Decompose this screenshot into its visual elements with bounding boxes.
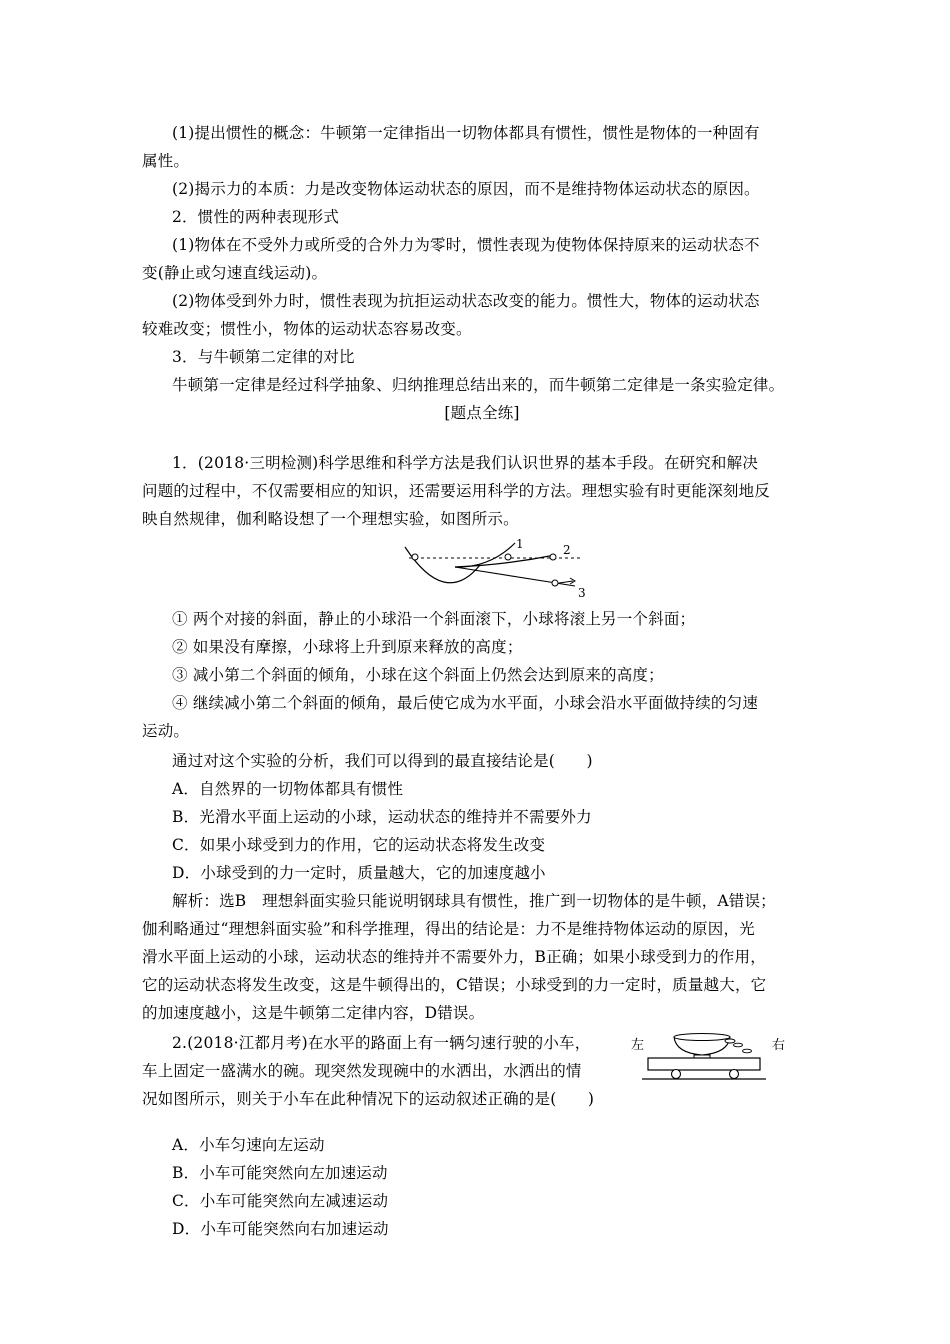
curve-label-2: 2 bbox=[563, 543, 571, 557]
q1-option-c: C．如果小球受到力的作用，它的运动状态将发生改变 bbox=[172, 836, 546, 854]
q2-line2: 车上固定一盛满水的碗。现突然发现碗中的水洒出，水洒出的情 bbox=[142, 1062, 582, 1080]
direction-right-label: 右 bbox=[772, 1038, 786, 1053]
q2-option-a: A．小车匀速向左运动 bbox=[172, 1136, 325, 1154]
q1-option-d: D．小球受到的力一定时，质量越大，它的加速度越小 bbox=[172, 864, 546, 882]
q1-step1: ① 两个对接的斜面，静止的小球沿一个斜面滚下，小球将滚上另一个斜面； bbox=[172, 610, 696, 628]
q1-line3: 映自然规律，伽利略设想了一个理想实验，如图所示。 bbox=[142, 510, 519, 528]
water-drop bbox=[725, 1039, 735, 1043]
comparison-text: 牛顿第一定律是经过科学抽象、归纳推理总结出来的，而牛顿第二定律是一条实验定律。 bbox=[172, 376, 785, 394]
bowl-rim bbox=[674, 1034, 730, 1041]
water-drop bbox=[734, 1043, 743, 1047]
heading-comparison: 3．与牛顿第二定律的对比 bbox=[172, 348, 355, 366]
q1-step4-line2: 运动。 bbox=[142, 722, 190, 740]
curve-label-3: 3 bbox=[578, 586, 586, 600]
water-drop bbox=[743, 1049, 752, 1053]
form1-line2: 变(静止或匀速直线运动)。 bbox=[142, 264, 328, 282]
ball-position-3 bbox=[552, 580, 558, 586]
form1-line1: (1)物体在不受外力或所受的合外力为零时，惯性表现为使物体保持原来的运动状态不 bbox=[172, 236, 760, 254]
q1-analysis-line5: 的加速度越小，这是牛顿第二定律内容，D错误。 bbox=[142, 1004, 485, 1022]
q1-step4-line1: ④ 继续减小第二个斜面的倾角，最后使它成为水平面，小球会沿水平面做持续的匀速 bbox=[172, 694, 759, 712]
q1-step2: ② 如果没有摩擦，小球将上升到原来释放的高度； bbox=[172, 638, 523, 656]
ball-position-2 bbox=[550, 554, 556, 560]
q1-line2: 问题的过程中，不仅需要相应的知识，还需要运用科学的方法。理想实验有时更能深刻地反 bbox=[142, 482, 771, 500]
point1-line2: 属性。 bbox=[142, 152, 190, 170]
motion-arrow bbox=[559, 581, 573, 583]
q1-question: 通过对这个实验的分析，我们可以得到的最直接结论是( ) bbox=[172, 752, 593, 770]
point2: (2)揭示力的本质：力是改变物体运动状态的原因，而不是维持物体运动状态的原因。 bbox=[172, 180, 760, 198]
form2-line2: 较难改变；惯性小，物体的运动状态容易改变。 bbox=[142, 320, 472, 338]
q2-option-d: D．小车可能突然向右加速运动 bbox=[172, 1220, 389, 1238]
q1-analysis-line4: 它的运动状态将发生改变，这是牛顿得出的，C错误；小球受到的力一定时，质量越大，它 bbox=[142, 976, 767, 994]
q1-analysis-line3: 滑水平面上运动的小球，运动状态的维持并不需要外力，B正确；如果小球受到力的作用， bbox=[142, 948, 766, 966]
first-incline bbox=[405, 547, 480, 583]
form2-line1: (2)物体受到外力时，惯性表现为抗拒运动状态改变的能力。惯性大，物体的运动状态 bbox=[172, 292, 760, 310]
point1-line1: (1)提出惯性的概念：牛顿第一定律指出一切物体都具有惯性，惯性是物体的一种固有 bbox=[172, 124, 760, 142]
q1-option-b: B．光滑水平面上运动的小球，运动状态的维持并不需要外力 bbox=[172, 808, 592, 826]
q1-step3: ③ 减小第二个斜面的倾角，小球在这个斜面上仍然会达到原来的高度； bbox=[172, 666, 664, 684]
cart-wheel bbox=[730, 1070, 739, 1079]
q2-option-c: C．小车可能突然向左减速运动 bbox=[172, 1192, 389, 1210]
heading-inertia-forms: 2．惯性的两种表现形式 bbox=[172, 208, 340, 226]
q1-option-a: A．自然界的一切物体都具有惯性 bbox=[172, 780, 404, 798]
q2-option-b: B．小车可能突然向左加速运动 bbox=[172, 1164, 388, 1182]
q1-line1: 1．(2018·三明检测)科学思维和科学方法是我们认识世界的基本手段。在研究和解决 bbox=[172, 454, 759, 472]
direction-left-label: 左 bbox=[631, 1038, 645, 1053]
cart-wheel bbox=[672, 1070, 681, 1079]
q2-line3: 况如图所示，则关于小车在此种情况下的运动叙述正确的是( ) bbox=[142, 1090, 595, 1108]
ball-start bbox=[412, 554, 418, 560]
practice-title: [题点全练] bbox=[444, 404, 520, 422]
q1-analysis-line1: 解析：选B 理想斜面实验只能说明钢球具有惯性，推广到一切物体的是牛顿，A错误； bbox=[172, 892, 776, 910]
ball-position-1 bbox=[505, 554, 511, 560]
curve-label-1: 1 bbox=[516, 537, 524, 551]
cart-bowl-figure bbox=[628, 1025, 788, 1110]
q1-analysis-line2: 伽利略通过“理想斜面实验”和科学推理，得出的结论是：力不是维持物体运动的原因，光 bbox=[142, 920, 755, 938]
ideal-incline-figure bbox=[395, 533, 595, 603]
cart-body bbox=[648, 1058, 760, 1070]
q2-line1: 2.(2018·江都月考)在水平的路面上有一辆匀速行驶的小车， bbox=[172, 1034, 591, 1052]
